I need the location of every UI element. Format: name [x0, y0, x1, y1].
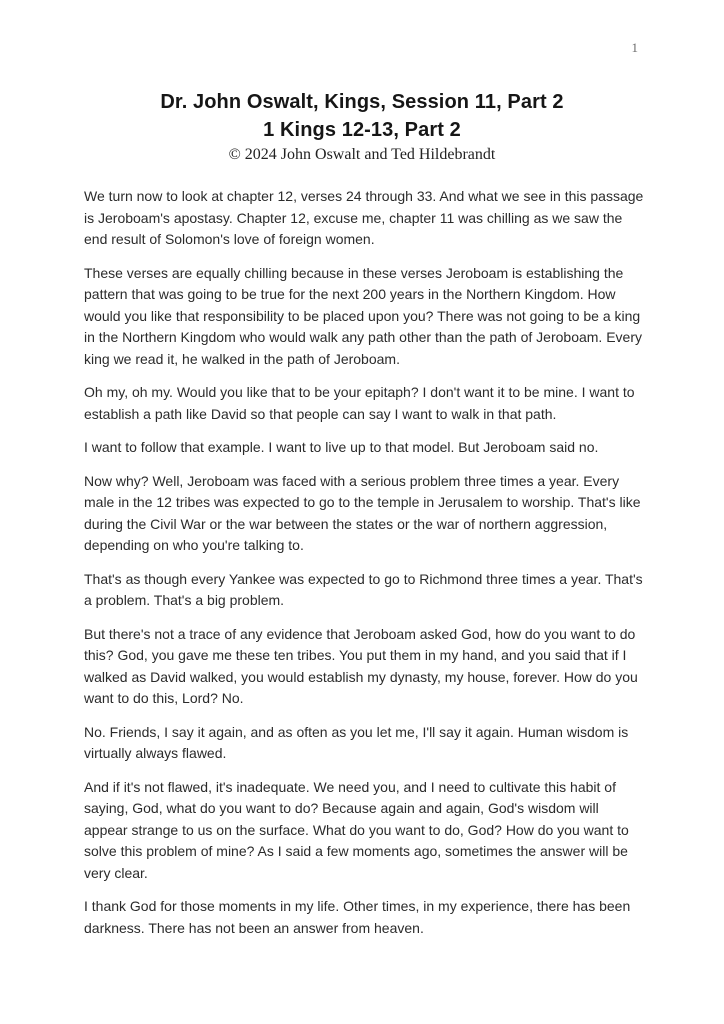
paragraph-8: No. Friends, I say it again, and as often as you let me, I'll say it again. Human wisdom is virtually always flawed.	[84, 723, 629, 761]
paragraph-9: And if it's not flawed, it's inadequate. We need you, and I need to cultivate this habit of saying, God, what do you want to do? Because again and again, God's wisdom will appear strange to us on the surface. What do you want to do, God? How do you want to solve this problem of mine? As I said a few moments ago, sometimes the answer will be very clear.	[84, 778, 629, 881]
paragraph-6: That's as though every Yankee was expected to go to Richmond three times a year. That's a problem. That's a big problem.	[84, 570, 643, 608]
document-title-line-2: 1 Kings 12-13, Part 2	[263, 119, 461, 141]
document-title-line-1: Dr. John Oswalt, Kings, Session 11, Part 2	[160, 91, 564, 113]
paragraph-1: We turn now to look at chapter 12, verses 24 through 33. And what we see in this passage is Jeroboam's apostasy. Chapter 12, excuse me, chapter 11 was chilling as we saw the end result of Solomon's love of foreign women.	[84, 188, 644, 247]
paragraph-5: Now why? Well, Jeroboam was faced with a serious problem three times a year. Every male in the 12 tribes was expected to go to the temple in Jerusalem to worship. That's like during the Civil War or the war between the states or the war of northern aggression, depending on who you're talking to.	[84, 472, 641, 553]
page-number: 1	[631, 40, 638, 55]
paragraph-10: I thank God for those moments in my life. Other times, in my experience, there has been darkness. There has not been an answer from heaven.	[84, 898, 631, 936]
document-header	[0, 0, 724, 166]
document-body	[84, 186, 644, 939]
paragraph-3: Oh my, oh my. Would you like that to be your epitaph? I don't want it to be mine. I want to establish a path like David so that people can say I want to walk in that path.	[84, 384, 635, 422]
paragraph-7: But there's not a trace of any evidence that Jeroboam asked God, how do you want to do this? God, you gave me these ten tribes. You put them in my hand, and you said that if I walked as David walked, you would establish my dynasty, my house, forever. How do you want to do this, Lord? No.	[84, 625, 638, 706]
copyright-line: © 2024 John Oswalt and Ted Hildebrandt	[228, 146, 496, 163]
paragraph-2: These verses are equally chilling because in these verses Jeroboam is establishing the pattern that was going to be true for the next 200 years in the Northern Kingdom. How would you like that responsibility to be placed upon you? There was not going to be a king in the Northern Kingdom who would walk any path other than the path of Jeroboam. Every king we read it, he walked in the path of Jeroboam.	[84, 264, 642, 367]
paragraph-4: I want to follow that example. I want to live up to that model. But Jeroboam said no.	[84, 439, 599, 455]
